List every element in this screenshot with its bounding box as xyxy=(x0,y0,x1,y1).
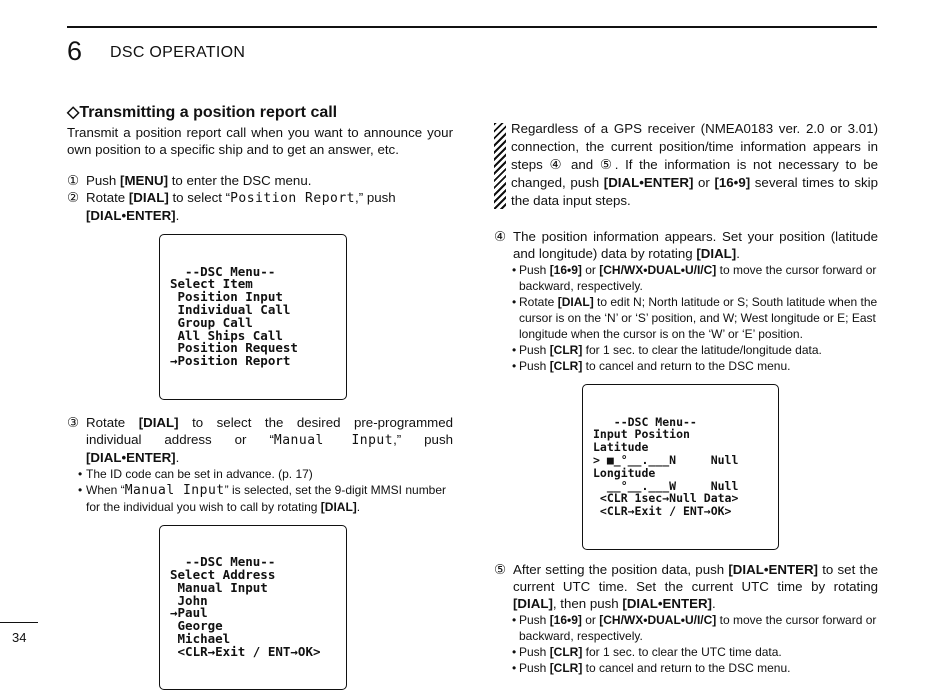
step-4-bullet-3: • Push [CLR] for 1 sec. to clear the latitude/longitude data. xyxy=(512,343,822,357)
note-hatch-icon xyxy=(494,123,506,209)
step-5-bullet-3: • Push [CLR] to cancel and return to the DSC menu. xyxy=(512,660,791,675)
step-3: ③ Rotate [DIAL] to select the desired pre-programmed individual address or “Manual Input,” push [DIAL•ENTER]. xyxy=(67,414,454,465)
step-1: ① Push [MENU] to enter the DSC menu. xyxy=(67,173,312,188)
section-intro: Transmit a position report call when you want to announce your own position to a specific ship and to get an answer, etc. xyxy=(67,125,453,157)
step-5-bullet-1: • Push [16•9] or [CH/WX•DUAL•U/I/C] to move the cursor forward or backward, respectively. xyxy=(512,612,877,643)
diamond-icon: ◇ xyxy=(67,104,80,121)
lcd-input-position: --DSC Menu-- Input Position Latitude > ■_°__.___N Null Longitude __°__.___W Null <CLR 1sec→Null Data> <CLR→Exit / ENT→OK> xyxy=(582,384,779,550)
step-2: ② Rotate [DIAL] to select “Position Report,” push [DIAL•ENTER]. xyxy=(67,190,396,223)
step-4: ④ The position information appears. Set your position (latitude and longitude) data by rotating [DIAL]. xyxy=(494,229,878,261)
step-5-bullet-2: • Push [CLR] for 1 sec. to clear the UTC time data. xyxy=(512,644,782,659)
footer-rule xyxy=(0,622,38,623)
header-rule xyxy=(67,26,877,28)
step-4-bullet-2: • Rotate [DIAL] to edit N; North latitude or S; South latitude when the cursor is on the ‘N’ or ‘S’ position, and W; West longitude or E; East longitude when the cursor is on the ‘W’ or ‘E’ position. xyxy=(512,295,878,341)
chapter-number: 6 xyxy=(67,36,83,66)
chapter-title: DSC OPERATION xyxy=(110,44,246,61)
lcd-dsc-menu-select-address: --DSC Menu-- Select Address Manual Input John →Paul George Michael <CLR→Exit / ENT→OK> xyxy=(159,525,347,690)
gps-note: Regardless of a GPS receiver (NMEA0183 ver. 2.0 or 3.01) connection, the current position/time information appears in steps ④ and ⑤. If the information is not necessary to be changed, push [DIAL•ENTER] or [16•9] several times to skip the data input steps. xyxy=(494,120,878,210)
page-number: 34 xyxy=(12,630,27,645)
lcd-dsc-menu-select-item: --DSC Menu-- Select Item Position Input Individual Call Group Call All Ships Call Position Request →Position Report xyxy=(159,234,347,400)
step-4-bullet-1: • Push [16•9] or [CH/WX•DUAL•U/I/C] to move the cursor forward or backward, respectively. xyxy=(512,263,877,293)
step-3-note-2: • When “Manual Input” is selected, set the 9-digit MMSI number for the individual you wish to call by rotating [DIAL]. xyxy=(78,482,447,514)
left-column xyxy=(67,103,453,690)
step-5: ⑤ After setting the position data, push [DIAL•ENTER] to set the current UTC time. Set the current UTC time by rotating [DIAL], then push [DIAL•ENTER]. xyxy=(494,561,878,611)
section-title: ◇Transmitting a position report call xyxy=(67,104,338,121)
step-3-note-1: • The ID code can be set in advance. (p. 17) xyxy=(78,466,313,481)
right-column xyxy=(494,120,878,676)
step-4-bullet-4: • Push [CLR] to cancel and return to the DSC menu. xyxy=(512,359,791,373)
